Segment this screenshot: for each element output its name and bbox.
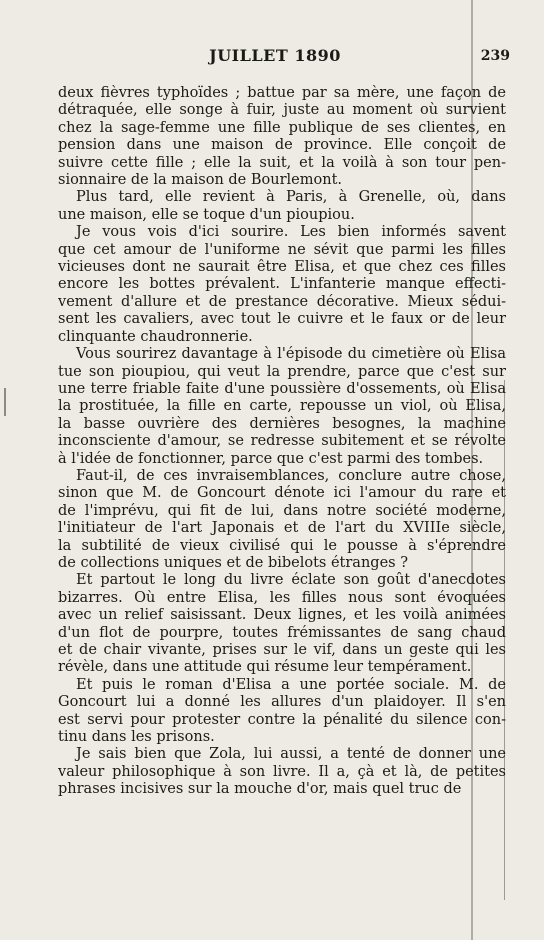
text-line: une maison, elle se toque d'un pioupiou. [58,206,355,223]
paragraph [58,189,506,224]
text-line: avec un relief saisissant. Deux lignes, et les voilà animées [58,607,506,624]
text-line: révèle, dans une attitude qui résume leur tempérament. [58,659,472,676]
paragraph [58,572,506,676]
text-line: tinu dans les prisons. [58,729,215,746]
text-line: Goncourt lui a donné les allures d'un plaidoyer. Il s'en [58,694,506,711]
body-text [58,85,506,799]
page-header [40,46,510,76]
text-line: à l'idée de fonctionner, parce que c'est parmi des tombes. [58,450,484,467]
text-line: est servi pour protester contre la pénalité du silence con- [58,711,506,728]
text-line: de collections uniques et de bibelots étranges ? [58,554,408,571]
paragraph [58,85,506,189]
text-line: clinquante chaudronnerie. [58,328,253,345]
text-line: vicieuses dont ne saurait être Elisa, et que chez ces filles [58,259,506,276]
paragraph [58,224,506,346]
text-line: Et puis le roman d'Elisa a une portée sociale. M. de [76,676,506,693]
text-line: Plus tard, elle revient à Paris, à Grenelle, où, dans [76,189,506,206]
text-line: sent les cavaliers, avec tout le cuivre et le faux or de leur [58,311,506,328]
text-line: détraquée, elle songe à fuir, juste au moment où survient [58,102,506,119]
text-line: inconsciente d'amour, se redresse subitement et se révolte [58,433,506,450]
text-line: vement d'allure et de prestance décorative. Mieux sédui- [58,293,506,310]
text-line: l'initiateur de l'art Japonais et de l'art du XVIIIe siècle, [58,520,506,537]
text-line: suivre cette fille ; elle la suit, et la voilà à son tour pen- [58,154,506,171]
text-line: encore les bottes prévalent. L'infanterie manque effecti- [58,276,506,293]
text-line: que cet amour de l'uniforme ne sévit que parmi les filles [58,241,506,258]
text-line: Vous sourirez davantage à l'épisode du cimetière où Elisa [76,346,506,363]
text-line: tue son pioupiou, qui veut la prendre, parce que c'est sur [58,363,506,380]
text-line: deux fièvres typhoïdes ; battue par sa mère, une façon de [58,85,506,101]
running-title: JUILLET 1890 [209,46,341,65]
text-line: phrases incisives sur la mouche d'or, mais quel truc de [58,781,462,798]
paragraph [58,468,506,572]
text-line: Je vous vois d'ici sourire. Les bien informés savent [76,224,506,241]
text-line: Je sais bien que Zola, lui aussi, a tenté de donner une [76,746,506,763]
text-line: Et partout le long du livre éclate son goût d'anecdotes [76,572,506,589]
text-line: une terre friable faite d'une poussière d'ossements, où Elisa [58,380,506,397]
text-line: valeur philosophique à son livre. Il a, çà et là, de petites [58,763,506,780]
text-line: et de chair vivante, prises sur le vif, dans un geste qui les [58,642,506,658]
text-line: d'un flot de pourpre, toutes frémissantes de sang chaud [58,624,506,641]
text-line: la subtilité de vieux civilisé qui le pousse à s'éprendre [58,537,506,554]
text-line: chez la sage-femme une fille publique de ses clientes, en [58,119,506,136]
text-line: pension dans une maison de province. Elle conçoit de [58,137,506,154]
left-margin-mark [4,388,6,416]
paragraph [58,346,506,468]
paragraph [58,746,506,798]
text-line: de l'imprévu, qui fit de lui, dans notre société moderne, [58,502,506,519]
paragraph [58,677,506,747]
text-line: bizarres. Où entre Elisa, les filles nous sont évoquées [58,589,506,606]
text-line: la prostituée, la fille en carte, repousse un viol, où Elisa, [58,398,506,415]
text-line: Faut-il, de ces invraisemblances, conclure autre chose, [76,467,506,484]
page-number: 239 [480,48,510,64]
text-line: sionnaire de la maison de Bourlemont. [58,172,343,189]
text-line: sinon que M. de Goncourt dénote ici l'amour du rare et [58,485,506,502]
text-line: la basse ouvrière des dernières besognes, la machine [58,415,506,432]
